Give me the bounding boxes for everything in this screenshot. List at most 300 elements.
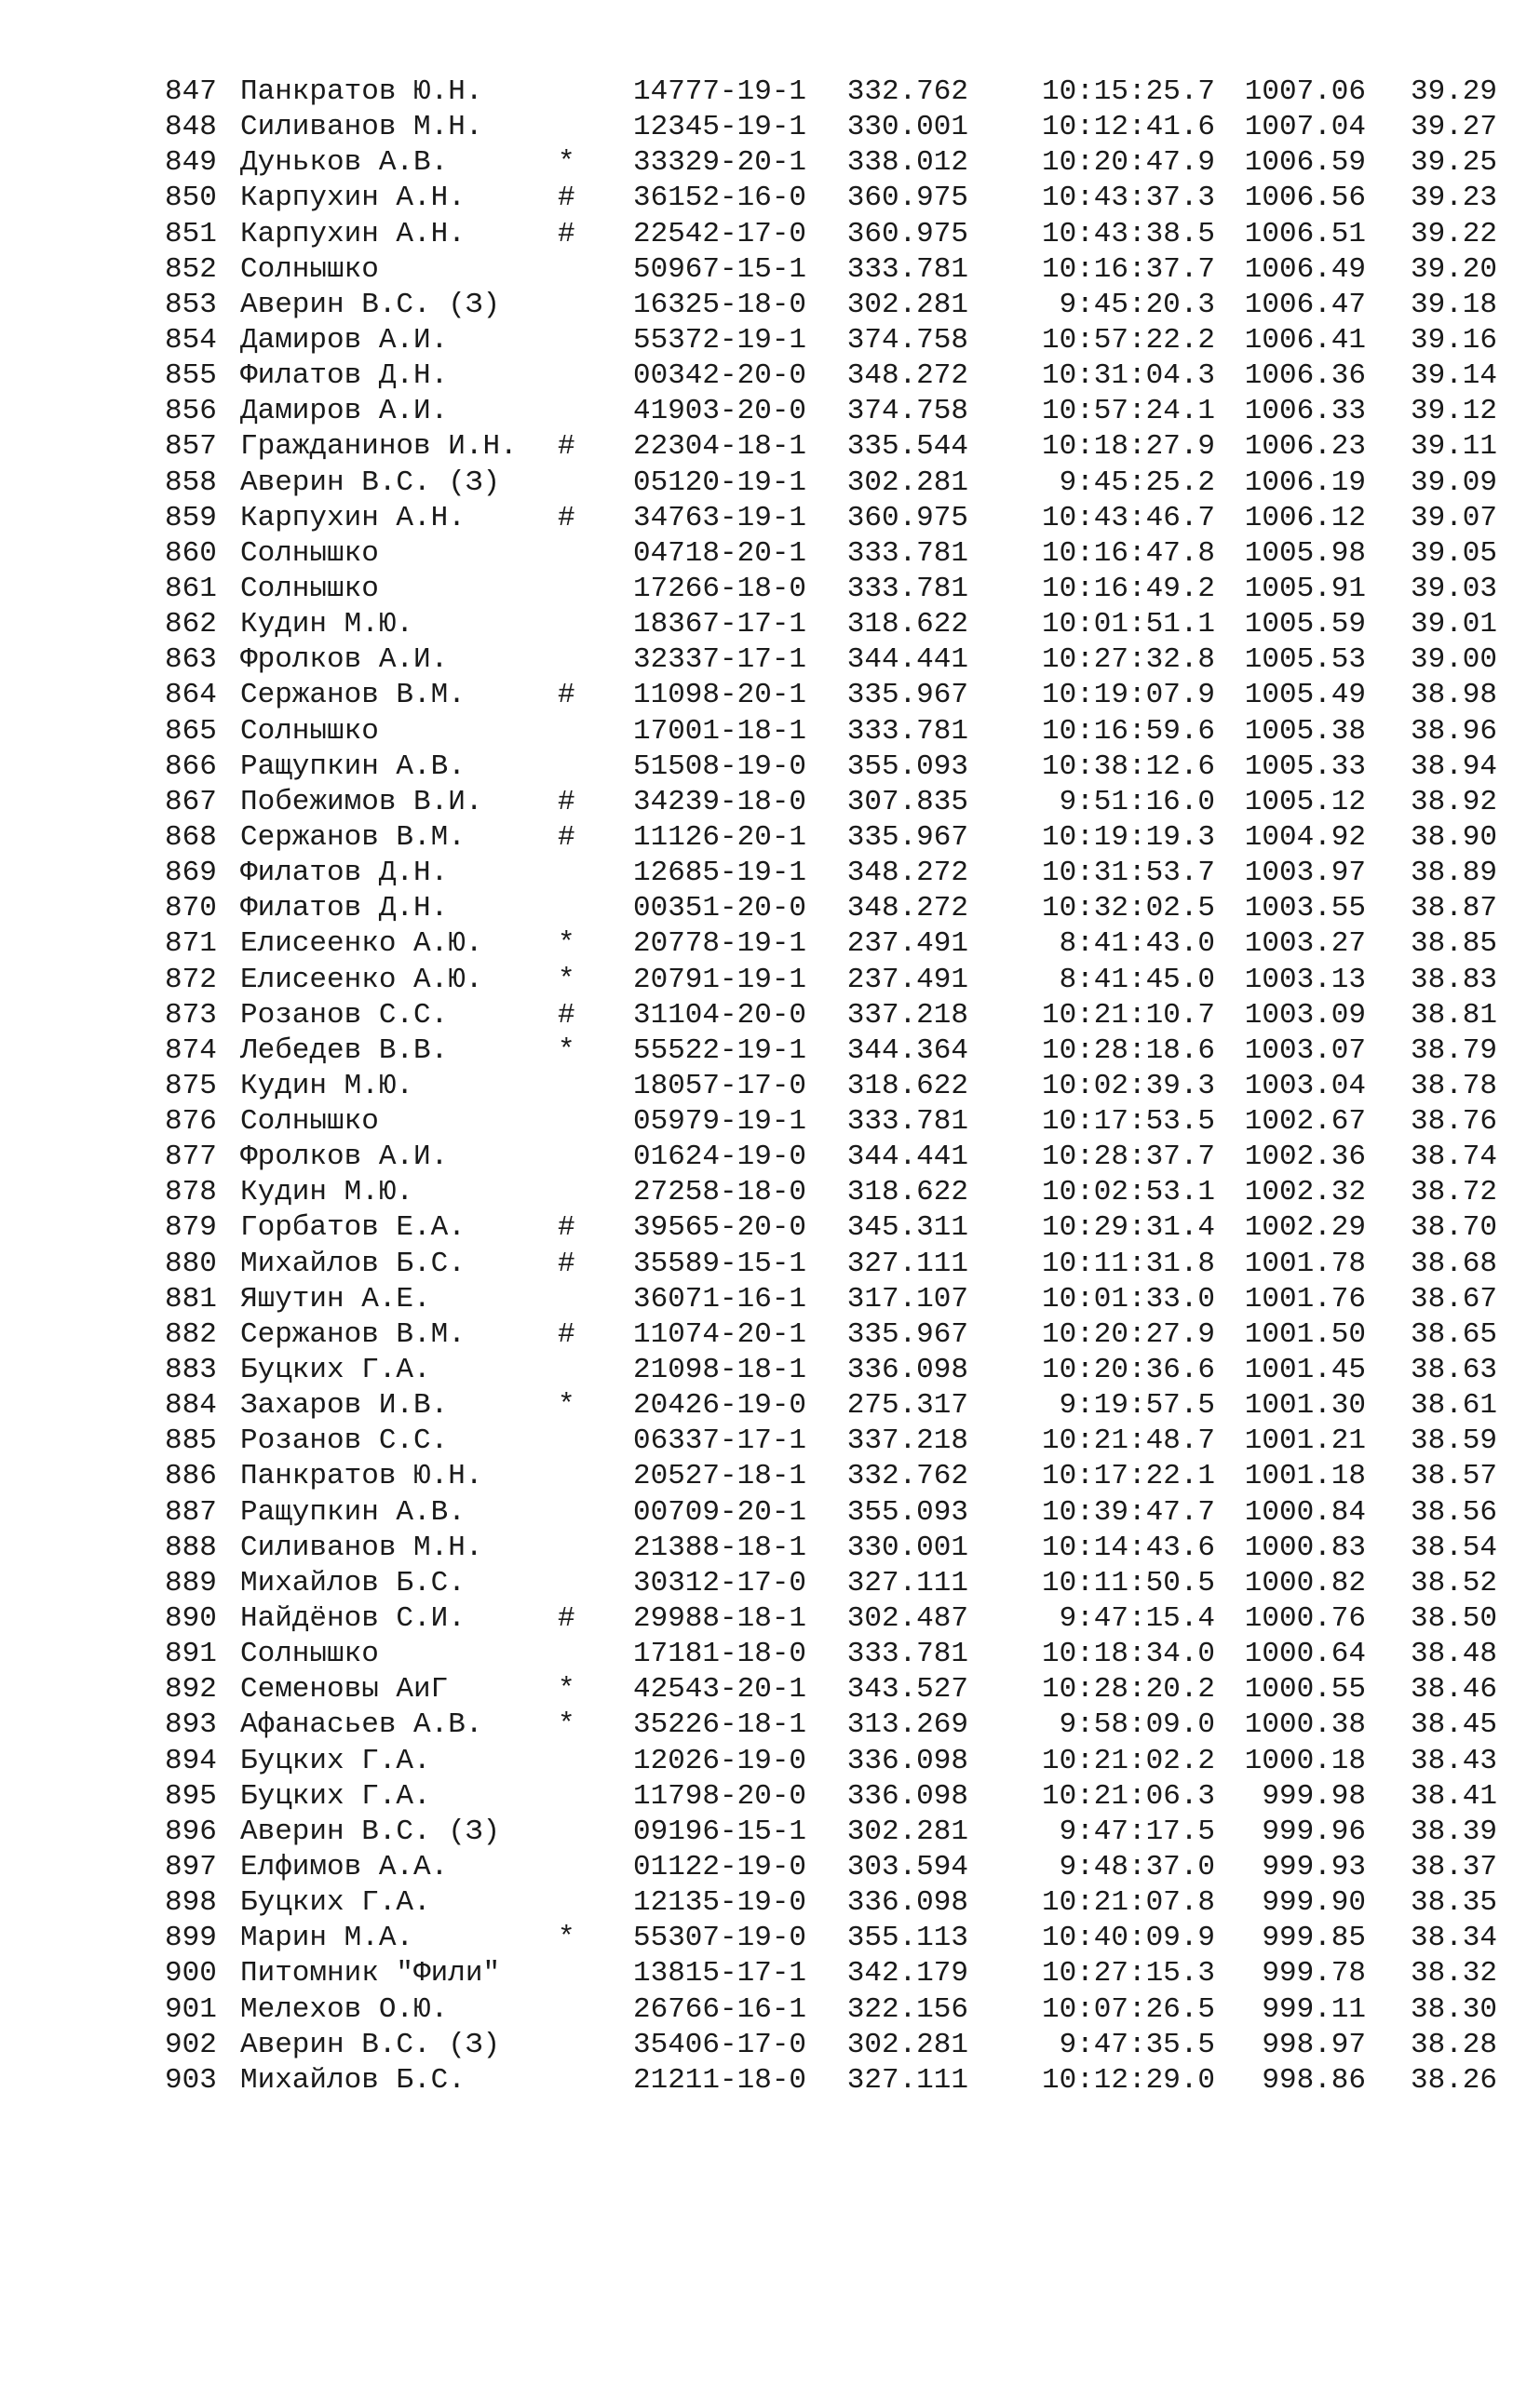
ring-number: 20778-19-1 bbox=[633, 927, 807, 961]
points-value: 39.00 bbox=[1410, 643, 1497, 677]
place-number: 885 bbox=[165, 1424, 217, 1458]
distance-km: 338.012 bbox=[846, 146, 968, 180]
ring-number: 06337-17-1 bbox=[633, 1424, 807, 1458]
result-row bbox=[0, 642, 1540, 678]
speed-value: 1006.49 bbox=[1244, 252, 1366, 286]
fancier-name: Солнышко bbox=[240, 1105, 379, 1139]
entry-mark: # bbox=[558, 501, 575, 534]
place-number: 865 bbox=[165, 714, 217, 748]
result-row bbox=[0, 2063, 1540, 2099]
arrival-time: 9:47:17.5 bbox=[1059, 1815, 1215, 1848]
result-row bbox=[0, 926, 1540, 962]
ring-number: 04718-20-1 bbox=[633, 536, 807, 570]
points-value: 39.07 bbox=[1410, 501, 1497, 534]
fancier-name: Кудин М.Ю. bbox=[240, 608, 414, 641]
arrival-time: 10:15:25.7 bbox=[1041, 75, 1215, 108]
result-row bbox=[0, 1069, 1540, 1104]
points-value: 38.94 bbox=[1410, 749, 1497, 783]
ring-number: 33329-20-1 bbox=[633, 146, 807, 180]
distance-km: 337.218 bbox=[846, 1424, 968, 1458]
speed-value: 1001.45 bbox=[1244, 1354, 1366, 1387]
points-value: 39.16 bbox=[1410, 323, 1497, 357]
speed-value: 1000.82 bbox=[1244, 1566, 1366, 1599]
distance-km: 303.594 bbox=[846, 1851, 968, 1883]
fancier-name: Михайлов Б.С. bbox=[240, 2063, 466, 2097]
distance-km: 327.111 bbox=[846, 1566, 968, 1599]
result-row bbox=[0, 856, 1540, 891]
place-number: 872 bbox=[165, 963, 217, 996]
ring-number: 18367-17-1 bbox=[633, 608, 807, 641]
result-row bbox=[0, 2028, 1540, 2063]
fancier-name: Аверин В.С. (З) bbox=[240, 288, 501, 321]
speed-value: 1000.64 bbox=[1244, 1638, 1366, 1671]
place-number: 903 bbox=[165, 2063, 217, 2097]
entry-mark: * bbox=[558, 963, 575, 996]
distance-km: 333.781 bbox=[846, 714, 968, 748]
result-row bbox=[0, 323, 1540, 358]
fancier-name: Побежимов В.И. bbox=[240, 785, 483, 818]
points-value: 38.41 bbox=[1410, 1779, 1497, 1813]
result-row bbox=[0, 749, 1540, 785]
points-value: 38.83 bbox=[1410, 963, 1497, 996]
place-number: 876 bbox=[165, 1105, 217, 1139]
result-row bbox=[0, 1104, 1540, 1140]
arrival-time: 10:28:37.7 bbox=[1041, 1141, 1215, 1174]
speed-value: 1001.30 bbox=[1244, 1389, 1366, 1423]
speed-value: 1007.04 bbox=[1244, 111, 1366, 144]
entry-mark: * bbox=[558, 1673, 575, 1707]
distance-km: 360.975 bbox=[846, 501, 968, 534]
fancier-name: Кудин М.Ю. bbox=[240, 1069, 414, 1102]
arrival-time: 10:21:48.7 bbox=[1041, 1424, 1215, 1458]
arrival-time: 10:19:19.3 bbox=[1041, 820, 1215, 854]
place-number: 874 bbox=[165, 1033, 217, 1067]
distance-km: 318.622 bbox=[846, 608, 968, 641]
place-number: 878 bbox=[165, 1176, 217, 1209]
fancier-name: Сержанов В.М. bbox=[240, 679, 466, 712]
points-value: 38.70 bbox=[1410, 1211, 1497, 1245]
distance-km: 355.113 bbox=[846, 1922, 968, 1955]
arrival-time: 10:12:29.0 bbox=[1041, 2063, 1215, 2097]
ring-number: 12026-19-0 bbox=[633, 1744, 807, 1777]
points-value: 38.56 bbox=[1410, 1495, 1497, 1529]
result-row bbox=[0, 1956, 1540, 1991]
result-row bbox=[0, 429, 1540, 465]
fancier-name: Лебедев В.В. bbox=[240, 1033, 449, 1067]
speed-value: 1001.18 bbox=[1244, 1460, 1366, 1493]
place-number: 859 bbox=[165, 501, 217, 534]
speed-value: 1001.21 bbox=[1244, 1424, 1366, 1458]
distance-km: 335.967 bbox=[846, 679, 968, 712]
place-number: 867 bbox=[165, 785, 217, 818]
points-value: 38.68 bbox=[1410, 1247, 1497, 1280]
arrival-time: 10:57:24.1 bbox=[1041, 395, 1215, 428]
ring-number: 00709-20-1 bbox=[633, 1495, 807, 1529]
ring-number: 55307-19-0 bbox=[633, 1922, 807, 1955]
place-number: 879 bbox=[165, 1211, 217, 1245]
result-row bbox=[0, 1531, 1540, 1566]
speed-value: 999.98 bbox=[1262, 1779, 1366, 1813]
entry-mark: * bbox=[558, 927, 575, 961]
distance-km: 318.622 bbox=[846, 1069, 968, 1102]
points-value: 38.43 bbox=[1410, 1744, 1497, 1777]
points-value: 38.28 bbox=[1410, 2028, 1497, 2061]
result-row bbox=[0, 678, 1540, 713]
distance-km: 302.281 bbox=[846, 288, 968, 321]
fancier-name: Фролков А.И. bbox=[240, 643, 449, 677]
speed-value: 1005.33 bbox=[1244, 749, 1366, 783]
result-row bbox=[0, 891, 1540, 926]
place-number: 847 bbox=[165, 75, 217, 108]
place-number: 899 bbox=[165, 1922, 217, 1955]
arrival-time: 10:21:02.2 bbox=[1041, 1744, 1215, 1777]
distance-km: 333.781 bbox=[846, 536, 968, 570]
ring-number: 34763-19-1 bbox=[633, 501, 807, 534]
speed-value: 1001.76 bbox=[1244, 1282, 1366, 1316]
arrival-time: 10:43:37.3 bbox=[1041, 182, 1215, 215]
arrival-time: 10:16:49.2 bbox=[1041, 572, 1215, 605]
points-value: 38.92 bbox=[1410, 785, 1497, 818]
speed-value: 1006.51 bbox=[1244, 217, 1366, 250]
distance-km: 345.311 bbox=[846, 1211, 968, 1245]
fancier-name: Солнышко bbox=[240, 572, 379, 605]
fancier-name: Буцких Г.А. bbox=[240, 1744, 431, 1777]
speed-value: 1001.78 bbox=[1244, 1247, 1366, 1280]
speed-value: 1002.29 bbox=[1244, 1211, 1366, 1245]
distance-km: 335.544 bbox=[846, 430, 968, 464]
result-row bbox=[0, 110, 1540, 145]
place-number: 856 bbox=[165, 395, 217, 428]
distance-km: 348.272 bbox=[846, 857, 968, 890]
result-row bbox=[0, 1744, 1540, 1779]
place-number: 886 bbox=[165, 1460, 217, 1493]
place-number: 884 bbox=[165, 1389, 217, 1423]
fancier-name: Филатов Д.Н. bbox=[240, 359, 449, 393]
result-row bbox=[0, 1992, 1540, 2028]
result-row bbox=[0, 998, 1540, 1033]
place-number: 869 bbox=[165, 857, 217, 890]
distance-km: 327.111 bbox=[846, 1247, 968, 1280]
result-row bbox=[0, 252, 1540, 288]
arrival-time: 10:11:50.5 bbox=[1041, 1566, 1215, 1599]
place-number: 901 bbox=[165, 1992, 217, 2026]
arrival-time: 10:28:18.6 bbox=[1041, 1033, 1215, 1067]
points-value: 38.78 bbox=[1410, 1069, 1497, 1102]
ring-number: 36071-16-1 bbox=[633, 1282, 807, 1316]
points-value: 38.61 bbox=[1410, 1389, 1497, 1423]
points-value: 38.85 bbox=[1410, 927, 1497, 961]
place-number: 853 bbox=[165, 288, 217, 321]
place-number: 882 bbox=[165, 1317, 217, 1351]
entry-mark: # bbox=[558, 1317, 575, 1351]
fancier-name: Марин М.А. bbox=[240, 1922, 414, 1955]
distance-km: 337.218 bbox=[846, 998, 968, 1032]
ring-number: 12685-19-1 bbox=[633, 857, 807, 890]
place-number: 848 bbox=[165, 111, 217, 144]
points-value: 39.14 bbox=[1410, 359, 1497, 393]
fancier-name: Панкратов Ю.Н. bbox=[240, 1460, 483, 1493]
arrival-time: 10:29:31.4 bbox=[1041, 1211, 1215, 1245]
distance-km: 348.272 bbox=[846, 359, 968, 393]
speed-value: 1005.49 bbox=[1244, 679, 1366, 712]
points-value: 38.50 bbox=[1410, 1602, 1497, 1636]
ring-number: 11098-20-1 bbox=[633, 679, 807, 712]
result-row bbox=[0, 1566, 1540, 1601]
entry-mark: # bbox=[558, 1211, 575, 1245]
result-row bbox=[0, 1637, 1540, 1672]
result-row bbox=[0, 714, 1540, 749]
result-row bbox=[0, 1921, 1540, 1956]
arrival-time: 10:39:47.7 bbox=[1041, 1495, 1215, 1529]
distance-km: 302.281 bbox=[846, 466, 968, 499]
points-value: 38.96 bbox=[1410, 714, 1497, 748]
distance-km: 336.098 bbox=[846, 1744, 968, 1777]
arrival-time: 9:47:35.5 bbox=[1059, 2028, 1215, 2061]
ring-number: 34239-18-0 bbox=[633, 785, 807, 818]
speed-value: 1005.98 bbox=[1244, 536, 1366, 570]
points-value: 38.79 bbox=[1410, 1033, 1497, 1067]
points-value: 38.63 bbox=[1410, 1354, 1497, 1387]
arrival-time: 10:32:02.5 bbox=[1041, 892, 1215, 925]
result-row bbox=[0, 1388, 1540, 1424]
distance-km: 302.281 bbox=[846, 1815, 968, 1848]
points-value: 38.34 bbox=[1410, 1922, 1497, 1955]
speed-value: 1003.09 bbox=[1244, 998, 1366, 1032]
speed-value: 998.97 bbox=[1262, 2028, 1366, 2061]
place-number: 888 bbox=[165, 1531, 217, 1564]
speed-value: 999.96 bbox=[1262, 1815, 1366, 1848]
entry-mark: # bbox=[558, 1247, 575, 1280]
result-row bbox=[0, 1282, 1540, 1317]
distance-km: 344.441 bbox=[846, 1141, 968, 1174]
points-value: 38.98 bbox=[1410, 679, 1497, 712]
arrival-time: 9:48:37.0 bbox=[1059, 1851, 1215, 1883]
points-value: 38.89 bbox=[1410, 857, 1497, 890]
arrival-time: 10:40:09.9 bbox=[1041, 1922, 1215, 1955]
distance-km: 335.967 bbox=[846, 820, 968, 854]
points-value: 38.76 bbox=[1410, 1105, 1497, 1139]
result-row bbox=[0, 1779, 1540, 1815]
speed-value: 1006.47 bbox=[1244, 288, 1366, 321]
result-row bbox=[0, 1175, 1540, 1210]
distance-km: 333.781 bbox=[846, 252, 968, 286]
speed-value: 1000.18 bbox=[1244, 1744, 1366, 1777]
fancier-name: Михайлов Б.С. bbox=[240, 1566, 466, 1599]
arrival-time: 9:19:57.5 bbox=[1059, 1389, 1215, 1423]
ring-number: 21388-18-1 bbox=[633, 1531, 807, 1564]
arrival-time: 10:02:53.1 bbox=[1041, 1176, 1215, 1209]
speed-value: 1005.38 bbox=[1244, 714, 1366, 748]
speed-value: 1005.91 bbox=[1244, 572, 1366, 605]
fancier-name: Дуньков А.В. bbox=[240, 146, 449, 180]
speed-value: 1000.55 bbox=[1244, 1673, 1366, 1707]
place-number: 858 bbox=[165, 466, 217, 499]
speed-value: 999.11 bbox=[1262, 1992, 1366, 2026]
entry-mark: # bbox=[558, 820, 575, 854]
speed-value: 1000.84 bbox=[1244, 1495, 1366, 1529]
arrival-time: 10:17:22.1 bbox=[1041, 1460, 1215, 1493]
fancier-name: Аверин В.С. (З) bbox=[240, 1815, 501, 1848]
result-row bbox=[0, 572, 1540, 607]
points-value: 38.37 bbox=[1410, 1851, 1497, 1883]
place-number: 880 bbox=[165, 1247, 217, 1280]
points-value: 39.18 bbox=[1410, 288, 1497, 321]
fancier-name: Аверин В.С. (З) bbox=[240, 466, 501, 499]
fancier-name: Семеновы АиГ bbox=[240, 1673, 449, 1707]
fancier-name: Буцких Г.А. bbox=[240, 1354, 431, 1387]
fancier-name: Силиванов М.Н. bbox=[240, 111, 483, 144]
fancier-name: Филатов Д.Н. bbox=[240, 892, 449, 925]
fancier-name: Розанов С.С. bbox=[240, 1424, 449, 1458]
distance-km: 374.758 bbox=[846, 395, 968, 428]
fancier-name: Солнышко bbox=[240, 1638, 379, 1671]
result-row bbox=[0, 1601, 1540, 1637]
distance-km: 344.364 bbox=[846, 1033, 968, 1067]
points-value: 38.57 bbox=[1410, 1460, 1497, 1493]
result-row bbox=[0, 1815, 1540, 1850]
fancier-name: Карпухин А.Н. bbox=[240, 182, 466, 215]
result-row bbox=[0, 1885, 1540, 1921]
speed-value: 1003.55 bbox=[1244, 892, 1366, 925]
speed-value: 1005.12 bbox=[1244, 785, 1366, 818]
result-row bbox=[0, 145, 1540, 181]
ring-number: 11798-20-0 bbox=[633, 1779, 807, 1813]
speed-value: 1001.50 bbox=[1244, 1317, 1366, 1351]
ring-number: 11074-20-1 bbox=[633, 1317, 807, 1351]
distance-km: 313.269 bbox=[846, 1708, 968, 1742]
ring-number: 29988-18-1 bbox=[633, 1602, 807, 1636]
points-value: 38.46 bbox=[1410, 1673, 1497, 1707]
speed-value: 1007.06 bbox=[1244, 75, 1366, 108]
points-value: 38.90 bbox=[1410, 820, 1497, 854]
ring-number: 17266-18-0 bbox=[633, 572, 807, 605]
distance-km: 332.762 bbox=[846, 75, 968, 108]
place-number: 868 bbox=[165, 820, 217, 854]
place-number: 864 bbox=[165, 679, 217, 712]
result-row bbox=[0, 536, 1540, 572]
points-value: 38.72 bbox=[1410, 1176, 1497, 1209]
arrival-time: 9:45:20.3 bbox=[1059, 288, 1215, 321]
points-value: 39.05 bbox=[1410, 536, 1497, 570]
fancier-name: Питомник "Фили" bbox=[240, 1957, 501, 1991]
speed-value: 1003.04 bbox=[1244, 1069, 1366, 1102]
fancier-name: Аверин В.С. (З) bbox=[240, 2028, 501, 2061]
fancier-name: Дамиров А.И. bbox=[240, 395, 449, 428]
place-number: 893 bbox=[165, 1708, 217, 1742]
points-value: 38.54 bbox=[1410, 1531, 1497, 1564]
ring-number: 55372-19-1 bbox=[633, 323, 807, 357]
ring-number: 22542-17-0 bbox=[633, 217, 807, 250]
points-value: 38.74 bbox=[1410, 1141, 1497, 1174]
speed-value: 999.78 bbox=[1262, 1957, 1366, 1991]
distance-km: 342.179 bbox=[846, 1957, 968, 1991]
speed-value: 1003.27 bbox=[1244, 927, 1366, 961]
speed-value: 1004.92 bbox=[1244, 820, 1366, 854]
points-value: 38.39 bbox=[1410, 1815, 1497, 1848]
fancier-name: Силиванов М.Н. bbox=[240, 1531, 483, 1564]
ring-number: 12345-19-1 bbox=[633, 111, 807, 144]
distance-km: 332.762 bbox=[846, 1460, 968, 1493]
ring-number: 00342-20-0 bbox=[633, 359, 807, 393]
distance-km: 307.835 bbox=[846, 785, 968, 818]
fancier-name: Елфимов А.А. bbox=[240, 1851, 449, 1883]
ring-number: 21098-18-1 bbox=[633, 1354, 807, 1387]
ring-number: 16325-18-0 bbox=[633, 288, 807, 321]
ring-number: 20426-19-0 bbox=[633, 1389, 807, 1423]
result-row bbox=[0, 1459, 1540, 1494]
place-number: 862 bbox=[165, 608, 217, 641]
ring-number: 35226-18-1 bbox=[633, 1708, 807, 1742]
entry-mark: # bbox=[558, 182, 575, 215]
points-value: 39.11 bbox=[1410, 430, 1497, 464]
arrival-time: 10:21:06.3 bbox=[1041, 1779, 1215, 1813]
speed-value: 1005.53 bbox=[1244, 643, 1366, 677]
speed-value: 1002.32 bbox=[1244, 1176, 1366, 1209]
place-number: 849 bbox=[165, 146, 217, 180]
ring-number: 30312-17-0 bbox=[633, 1566, 807, 1599]
arrival-time: 10:01:51.1 bbox=[1041, 608, 1215, 641]
speed-value: 1003.97 bbox=[1244, 857, 1366, 890]
arrival-time: 8:41:43.0 bbox=[1059, 927, 1215, 961]
distance-km: 333.781 bbox=[846, 572, 968, 605]
arrival-time: 10:12:41.6 bbox=[1041, 111, 1215, 144]
distance-km: 335.967 bbox=[846, 1317, 968, 1351]
place-number: 902 bbox=[165, 2028, 217, 2061]
arrival-time: 10:20:47.9 bbox=[1041, 146, 1215, 180]
distance-km: 336.098 bbox=[846, 1354, 968, 1387]
place-number: 854 bbox=[165, 323, 217, 357]
ring-number: 05979-19-1 bbox=[633, 1105, 807, 1139]
ring-number: 39565-20-0 bbox=[633, 1211, 807, 1245]
place-number: 875 bbox=[165, 1069, 217, 1102]
arrival-time: 10:28:20.2 bbox=[1041, 1673, 1215, 1707]
fancier-name: Дамиров А.И. bbox=[240, 323, 449, 357]
entry-mark: # bbox=[558, 998, 575, 1032]
arrival-time: 10:20:36.6 bbox=[1041, 1354, 1215, 1387]
points-value: 39.22 bbox=[1410, 217, 1497, 250]
place-number: 891 bbox=[165, 1638, 217, 1671]
speed-value: 1006.56 bbox=[1244, 182, 1366, 215]
distance-km: 344.441 bbox=[846, 643, 968, 677]
arrival-time: 10:19:07.9 bbox=[1041, 679, 1215, 712]
ring-number: 05120-19-1 bbox=[633, 466, 807, 499]
result-row bbox=[0, 607, 1540, 642]
distance-km: 333.781 bbox=[846, 1638, 968, 1671]
ring-number: 41903-20-0 bbox=[633, 395, 807, 428]
place-number: 852 bbox=[165, 252, 217, 286]
result-row bbox=[0, 1353, 1540, 1388]
fancier-name: Горбатов Е.А. bbox=[240, 1211, 466, 1245]
fancier-name: Ращупкин А.В. bbox=[240, 749, 466, 783]
result-row bbox=[0, 1707, 1540, 1743]
result-row bbox=[0, 820, 1540, 856]
place-number: 861 bbox=[165, 572, 217, 605]
result-row bbox=[0, 1210, 1540, 1246]
arrival-time: 9:51:16.0 bbox=[1059, 785, 1215, 818]
ring-number: 26766-16-1 bbox=[633, 1992, 807, 2026]
points-value: 38.87 bbox=[1410, 892, 1497, 925]
result-row bbox=[0, 1495, 1540, 1531]
place-number: 877 bbox=[165, 1141, 217, 1174]
distance-km: 360.975 bbox=[846, 182, 968, 215]
distance-km: 322.156 bbox=[846, 1992, 968, 2026]
speed-value: 1006.12 bbox=[1244, 501, 1366, 534]
arrival-time: 10:16:47.8 bbox=[1041, 536, 1215, 570]
fancier-name: Фролков А.И. bbox=[240, 1141, 449, 1174]
place-number: 866 bbox=[165, 749, 217, 783]
result-row bbox=[0, 1850, 1540, 1885]
speed-value: 1006.41 bbox=[1244, 323, 1366, 357]
